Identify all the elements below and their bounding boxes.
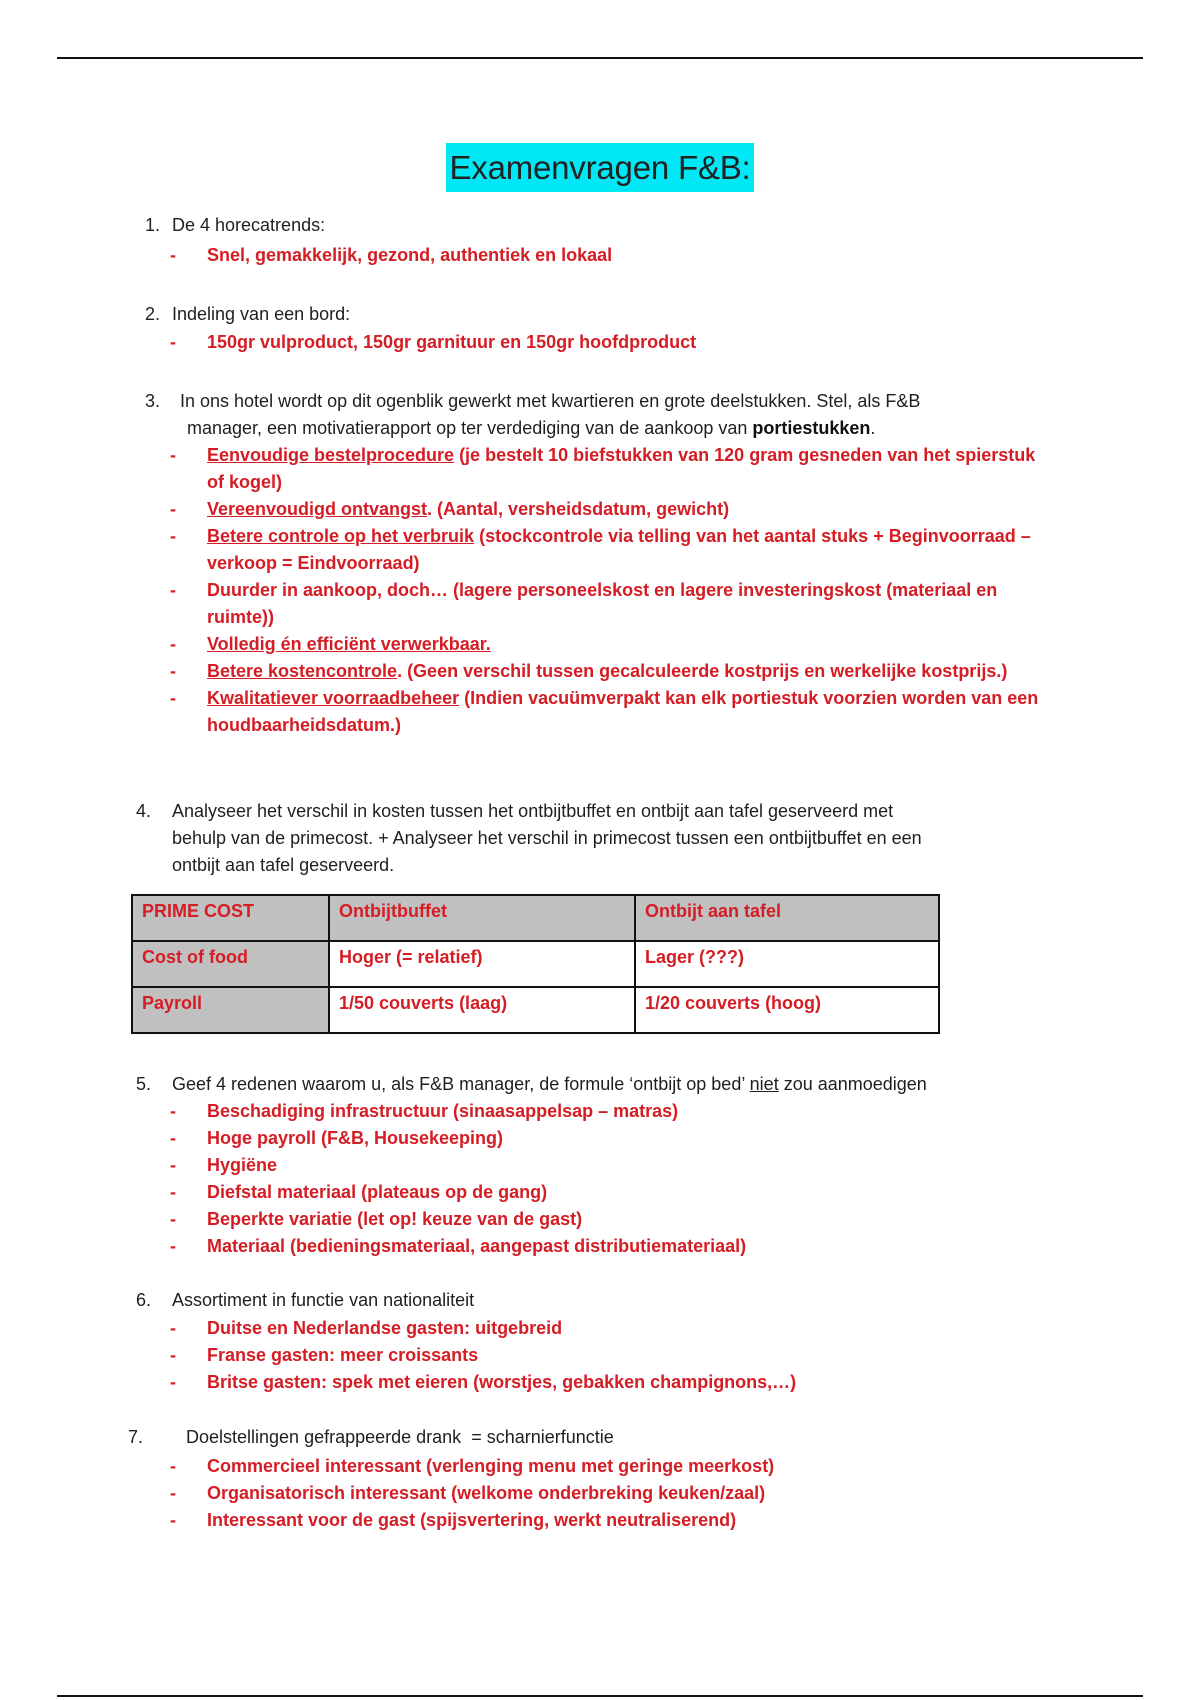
table-cell: 1/20 couverts (hoog) (635, 987, 939, 1033)
bold-term: portiestukken (752, 418, 871, 438)
table-header-row (132, 895, 939, 941)
answer-text: . (Geen verschil tussen gecalculeerde kostprijs en werkelijke kostprijs.) (397, 661, 1008, 681)
table-row-label: Cost of food (132, 941, 329, 987)
dash-bullet: - (170, 445, 176, 465)
answer-text: Hygiëne (207, 1155, 278, 1175)
answer-text: Britse gasten: spek met eieren (worstjes, gebakken champignons,…) (207, 1372, 797, 1392)
answer-text: Beschadiging infrastructuur (sinaasappelsap – matras) (207, 1101, 679, 1121)
dash-bullet: - (170, 1182, 176, 1202)
answer-text: Duurder in aankoop, doch… (lagere personeelskost en lagere investeringskost (materiaal en ruimte)) (207, 580, 998, 627)
answer-text: (stockcontrole via telling van het aantal stuks + Beginvoorraad – verkoop = Eindvoorraad) (207, 526, 1031, 573)
answer-text: Franse gasten: meer croissants (207, 1345, 479, 1365)
dash-bullet: - (170, 332, 176, 352)
question-number: 2. (145, 304, 161, 324)
question-text-line-1: Analyseer het verschil in kosten tussen het ontbijtbuffet en ontbijt aan tafel geserveerd met (172, 801, 894, 821)
question-number: 5. (136, 1074, 152, 1094)
question-text-line-3: ontbijt aan tafel geserveerd. (172, 855, 395, 875)
table-cell: 1/50 couverts (laag) (329, 987, 635, 1033)
dash-bullet: - (170, 1345, 176, 1365)
answer-text: Snel, gemakkelijk, gezond, authentiek en lokaal (207, 245, 613, 265)
answer-list-1 (170, 242, 1070, 269)
underlined-term: Kwalitatiever voorraadbeheer (207, 688, 460, 708)
underlined-term: Vereenvoudigd ontvangst (207, 499, 428, 519)
prime-cost-table (131, 894, 940, 1034)
question-text-line-2: behulp van de primecost. + Analyseer het verschil in primecost tussen een ontbijtbuffet en een (172, 828, 922, 848)
dash-bullet: - (170, 1456, 176, 1476)
question-text (172, 1071, 927, 1098)
answer-item (170, 658, 1050, 685)
question-number: 7. (128, 1427, 144, 1447)
question-text-part: . (870, 418, 876, 438)
question-text-line-1: In ons hotel wordt op dit ogenblik gewerkt met kwartieren en grote deelstukken. Stel, als F&B (180, 391, 921, 411)
dash-bullet: - (170, 1209, 176, 1229)
answer-text: Beperkte variatie (let op! keuze van de gast) (207, 1209, 583, 1229)
dash-bullet: - (170, 661, 176, 681)
answer-list-7 (170, 1453, 1070, 1534)
answer-item (170, 1125, 1070, 1152)
question-text-part: manager, een motivatierapport op ter verdediging van de aankoop van (187, 418, 753, 438)
question-number: 6. (136, 1290, 152, 1310)
table-row-label: Payroll (132, 987, 329, 1033)
dash-bullet: - (170, 634, 176, 654)
question-text-part: zou aanmoedigen (778, 1074, 927, 1094)
underlined-term: Betere controle op het verbruik (207, 526, 475, 546)
dash-bullet: - (170, 580, 176, 600)
question-text-line-2 (187, 415, 875, 442)
answer-text: Organisatorisch interessant (welkome onderbreking keuken/zaal) (207, 1483, 766, 1503)
question-number: 1. (145, 215, 161, 235)
top-rule (57, 57, 1143, 59)
dash-bullet: - (170, 499, 176, 519)
answer-item (170, 523, 1050, 577)
dash-bullet: - (170, 526, 176, 546)
dash-bullet: - (170, 1128, 176, 1148)
question-number: 3. (145, 391, 161, 411)
answer-text: Duitse en Nederlandse gasten: uitgebreid (207, 1318, 563, 1338)
underlined-word: niet (749, 1074, 779, 1094)
document-title: Examenvragen F&B: (446, 143, 753, 192)
answer-item (170, 1152, 1070, 1179)
answer-item (170, 442, 1050, 496)
question-text: Assortiment in functie van nationaliteit (172, 1290, 475, 1310)
answer-text: Diefstal materiaal (plateaus op de gang) (207, 1182, 548, 1202)
dash-bullet: - (170, 1318, 176, 1338)
answer-item (170, 1453, 1070, 1480)
answer-text: (Indien vacuümverpakt kan elk portiestuk voorzien worden van een houdbaarheidsdatum.) (207, 688, 1039, 735)
underlined-term: Eenvoudige bestelprocedure (207, 445, 455, 465)
answer-item (170, 631, 1050, 658)
answer-text: Materiaal (bedieningsmateriaal, aangepast distributiemateriaal) (207, 1236, 747, 1256)
answer-item (170, 1315, 1070, 1342)
table-header-cell: Ontbijtbuffet (329, 895, 635, 941)
answer-item (170, 577, 1050, 631)
answer-item (170, 1480, 1070, 1507)
answer-list-5 (170, 1098, 1070, 1260)
table-header-cell: PRIME COST (132, 895, 329, 941)
answer-text: Interessant voor de gast (spijsvertering, werkt neutraliserend) (207, 1510, 737, 1530)
answer-item (170, 1342, 1070, 1369)
dash-bullet: - (170, 1155, 176, 1175)
title-wrap (0, 143, 1200, 192)
underlined-term: Volledig én efficiënt verwerkbaar. (207, 634, 491, 654)
bottom-rule (57, 1695, 1143, 1697)
question-text: Indeling van een bord: (172, 304, 351, 324)
answer-item (170, 685, 1050, 739)
underlined-term: Betere kostencontrole (207, 661, 398, 681)
dash-bullet: - (170, 245, 176, 265)
answer-item (170, 1369, 1070, 1396)
answer-item (170, 1098, 1070, 1125)
answer-text: Hoge payroll (F&B, Housekeeping) (207, 1128, 504, 1148)
answer-item (170, 496, 1050, 523)
answer-text: (je bestelt 10 biefstukken van 120 gram gesneden van het spierstuk of kogel) (207, 445, 1036, 492)
table-cell: Lager (???) (635, 941, 939, 987)
answer-item (170, 329, 1070, 356)
dash-bullet: - (170, 1483, 176, 1503)
dash-bullet: - (170, 1101, 176, 1121)
answer-item (170, 1179, 1070, 1206)
answer-text: . (Aantal, versheidsdatum, gewicht) (427, 499, 730, 519)
dash-bullet: - (170, 1372, 176, 1392)
answer-item (170, 242, 1070, 269)
dash-bullet: - (170, 1236, 176, 1256)
question-text: Doelstellingen gefrappeerde drank = scharnierfunctie (186, 1427, 614, 1447)
table-header-cell: Ontbijt aan tafel (635, 895, 939, 941)
dash-bullet: - (170, 1510, 176, 1530)
question-text-part: Geef 4 redenen waarom u, als F&B manager, de formule ‘ontbijt op bed’ (172, 1074, 750, 1094)
question-number: 4. (136, 801, 152, 821)
dash-bullet: - (170, 688, 176, 708)
answer-item (170, 1206, 1070, 1233)
answer-item (170, 1507, 1070, 1534)
answer-item (170, 1233, 1070, 1260)
answer-list-2 (170, 329, 1070, 356)
answer-list-6 (170, 1315, 1070, 1396)
table-row (132, 941, 939, 987)
answer-text: 150gr vulproduct, 150gr garnituur en 150gr hoofdproduct (207, 332, 697, 352)
table-row (132, 987, 939, 1033)
question-text: De 4 horecatrends: (172, 215, 326, 235)
answer-text: Commercieel interessant (verlenging menu met geringe meerkost) (207, 1456, 775, 1476)
table-cell: Hoger (= relatief) (329, 941, 635, 987)
answer-list-3 (170, 442, 1050, 739)
